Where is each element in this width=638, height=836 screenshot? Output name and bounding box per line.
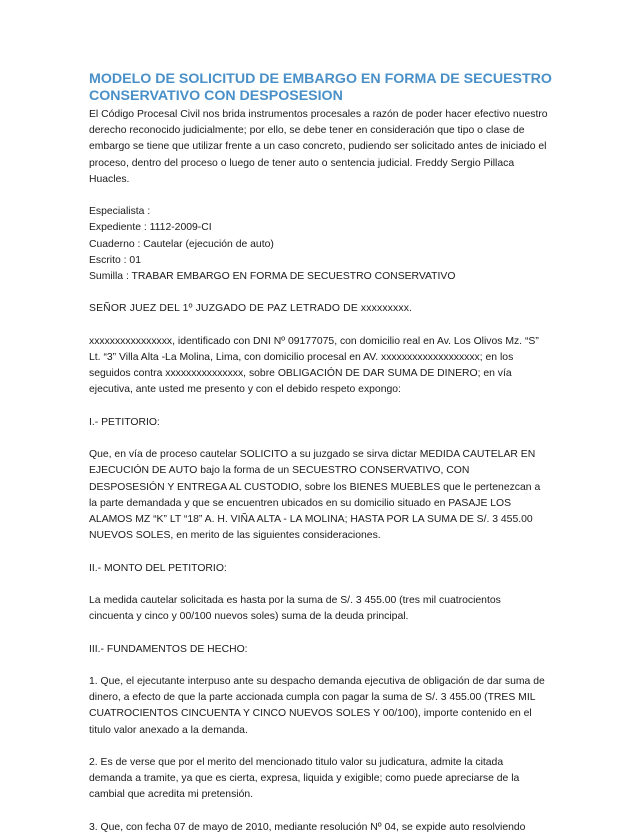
petitorio-line: la parte demandada y que se encuentren ubicados en su domicilio situado en PASAJE LOS: [89, 497, 512, 509]
monto-body: [89, 593, 549, 625]
point-line: demanda a tramite, ya que es cierta, expresa, liquida y exigible; como puede apreciarse de la: [89, 773, 520, 785]
intro-line: Huacles.: [89, 173, 130, 185]
case-header-info: [89, 204, 549, 285]
fundamento-point-3: [89, 820, 549, 836]
case-number-line: Expediente : 1112-2009-CI: [89, 222, 212, 234]
spacer: [89, 658, 549, 674]
notebook-line: Cuaderno : Cautelar (ejecución de auto): [89, 238, 274, 250]
document-title: [89, 71, 552, 105]
spacer: [89, 431, 549, 447]
point-line: 3. Que, con fecha 07 de mayo de 2010, mediante resolución Nº 04, se expide auto resolviendo: [89, 821, 526, 833]
point-line: dinero, a efecto de que la parte accionada cumpla con pagar la suma de S/. 3 455.00 (TRES MIL: [89, 692, 536, 704]
intro-line: El Código Procesal Civil nos brida instrumentos procesales a razón de poder hacer efectivo nuestro: [89, 109, 548, 120]
petitorio-line: NUEVOS SOLES, en merito de las siguientes consideraciones.: [89, 530, 381, 542]
point-line: CUATROCIENTOS CINCUENTA Y CINCO NUEVOS SOLES Y 00/100), importe contenido en el: [89, 708, 532, 720]
fundamento-point-1: [89, 674, 549, 739]
petitorio-body: [89, 447, 549, 544]
intro-paragraph: [89, 107, 549, 188]
presentation-line: seguidos contra xxxxxxxxxxxxxxx, sobre OBLIGACIÓN DE DAR SUMA DE DINERO; en vía: [89, 368, 512, 380]
spacer: [89, 577, 549, 593]
monto-line: cincuenta y cinco y 00/100 nuevos soles) suma de la deuda principal.: [89, 611, 409, 623]
point-line: 2. Es de verse que por el merito del mencionado titulo valor su judicatura, admite la citada: [89, 756, 504, 768]
point-line: titulo valor anexado a la demanda.: [89, 724, 248, 736]
petitorio-line: EJECUCIÓN DE AUTO bajo la forma de un SECUESTRO CONSERVATIVO, CON: [89, 465, 470, 477]
intro-line: embargo se tiene que utilizar frente a un caso concreto, pudiendo ser solicitado antes de iniciado el: [89, 141, 547, 153]
spacer: [89, 625, 549, 641]
spacer: [89, 739, 549, 755]
section-heading-monto: [89, 561, 549, 577]
petitorio-line: ALAMOS MZ “K” LT “18” A. H. VIÑA ALTA - LA MOLINA; HASTA POR LA SUMA DE S/. 3 455.00: [89, 514, 533, 525]
petitorio-line: DESPOSESIÓN Y ENTREGA AL CUSTODIO, sobre los BIENES MUEBLES que le pertenezcan a: [89, 481, 541, 493]
summary-line: Sumilla : TRABAR EMBARGO EN FORMA DE SECUESTRO CONSERVATIVO: [89, 271, 456, 283]
presentation-line: Lt. “3” Villa Alta -La Molina, Lima, con domicilio procesal en AV. xxxxxxxxxxxxxxxxxxx; en los: [89, 352, 514, 363]
document-page: [89, 71, 552, 836]
title-line-1: MODELO DE SOLICITUD DE EMBARGO EN FORMA DE SECUESTRO: [89, 71, 552, 87]
section-heading-petitorio: [89, 415, 549, 431]
title-line-2: CONSERVATIVO CON DESPOSESION: [89, 88, 343, 104]
writ-number-line: Escrito : 01: [89, 254, 141, 266]
petitorio-line: Que, en vía de proceso cautelar SOLICITO a su juzgado se sirva dictar MEDIDA CAUTELAR EN: [89, 449, 536, 461]
spacer: [89, 544, 549, 560]
addressee-line: SEÑOR JUEZ DEL 1º JUZGADO DE PAZ LETRADO DE xxxxxxxxx.: [89, 303, 413, 315]
spacer: [89, 188, 549, 204]
addressee: [89, 301, 549, 317]
point-line: 1. Que, el ejecutante interpuso ante su despacho demanda ejecutiva de obligación de dar suma de: [89, 675, 545, 687]
fundamento-point-2: [89, 755, 549, 804]
intro-line: proceso, dentro del proceso o luego de tener auto o sentencia judicial. Freddy Sergio Pillaca: [89, 157, 515, 169]
point-line: cambial que acredita mi pretensión.: [89, 789, 254, 801]
presentation-line: ejecutiva, ante usted me presento y con el debido respeto expongo:: [89, 384, 401, 396]
section-heading: III.- FUNDAMENTOS DE HECHO:: [89, 643, 248, 655]
section-heading: I.- PETITORIO:: [89, 416, 160, 428]
spacer: [89, 804, 549, 820]
section-heading-fundamentos: [89, 642, 549, 658]
specialist-line: Especialista :: [89, 206, 151, 218]
spacer: [89, 285, 549, 301]
presentation-line: xxxxxxxxxxxxxxxx, identificado con DNI Nº 09177075, con domicilio real en Av. Los Olivos Mz. “S”: [89, 335, 539, 347]
section-heading: II.- MONTO DEL PETITORIO:: [89, 562, 227, 574]
intro-line: derecho reconocido judicialmente; por ello, se debe tener en consideración que tipo o clase de: [89, 125, 525, 137]
spacer: [89, 399, 549, 415]
monto-line: La medida cautelar solicitada es hasta por la suma de S/. 3 455.00 (tres mil cuatrocientos: [89, 594, 501, 606]
spacer: [89, 318, 549, 334]
presentation-paragraph: [89, 334, 549, 399]
